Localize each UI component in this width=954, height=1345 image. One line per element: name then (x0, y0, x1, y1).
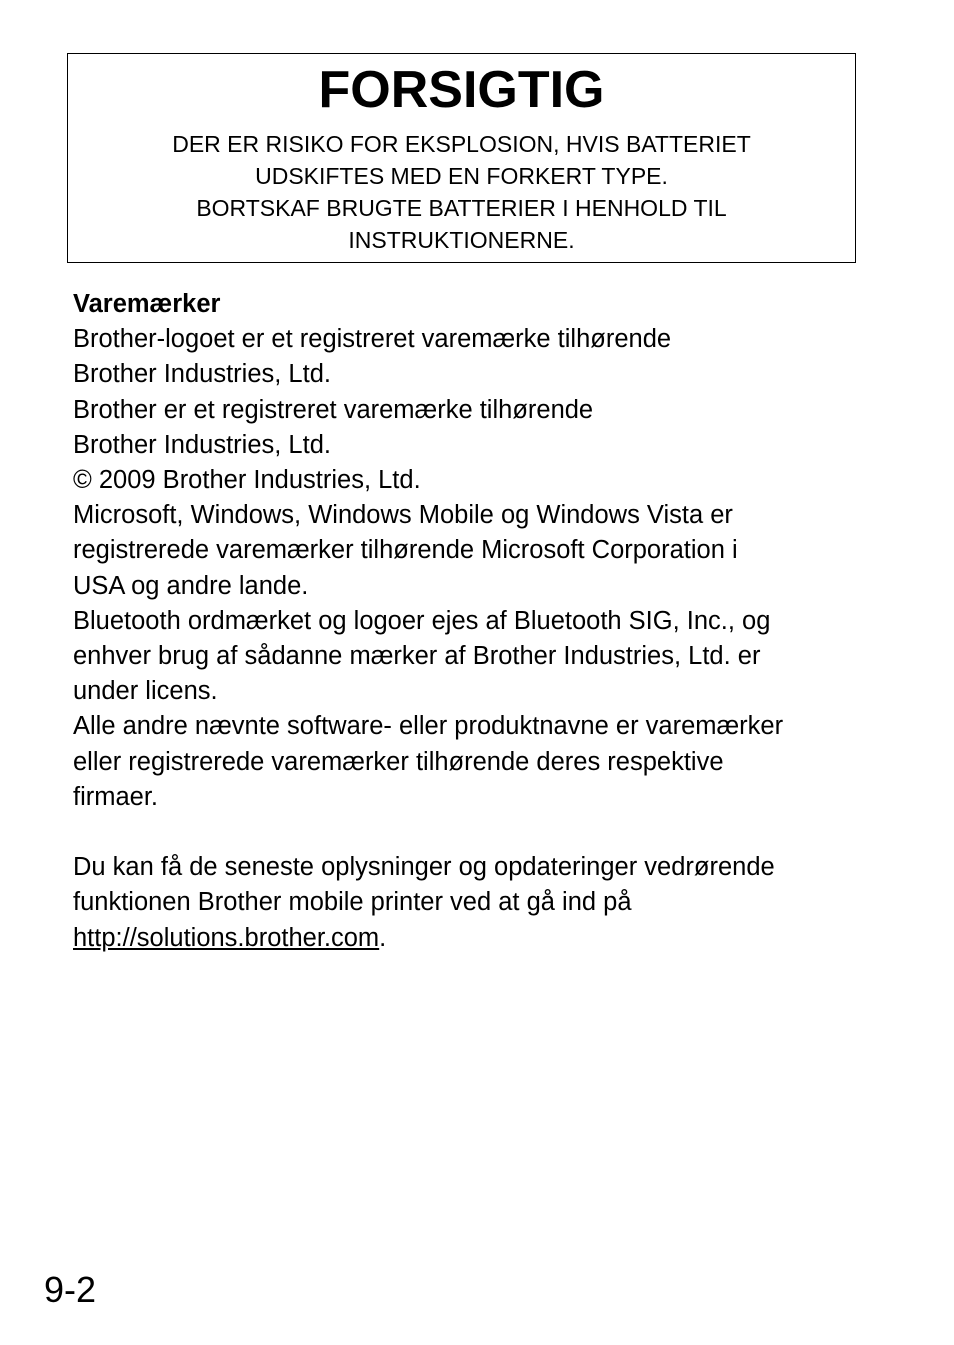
caution-title: FORSIGTIG (318, 61, 605, 119)
paragraph-spacer (73, 815, 893, 850)
trademark-line: firmaer. (73, 782, 159, 811)
page-number: 9-2 (44, 1269, 97, 1310)
trademark-line: Brother-logoet er et registreret varemærke tilhørende (73, 325, 672, 354)
info-link-line (73, 921, 893, 956)
info-line: Du kan få de seneste oplysninger og opdateringer vedrørende (73, 853, 775, 882)
trademark-line: Bluetooth ordmærket og logoer ejes af Bluetooth SIG, Inc., og (73, 606, 771, 635)
solutions-link[interactable]: http://solutions.brother.com (73, 923, 380, 952)
caution-line: BORTSKAF BRUGTE BATTERIER I HENHOLD TIL (196, 195, 727, 221)
trademark-line: Alle andre nævnte software- eller produktnavne er varemærker (73, 712, 784, 741)
trademark-line: Brother Industries, Ltd. (73, 360, 331, 389)
caution-line: DER ER RISIKO FOR EKSPLOSION, HVIS BATTERIET (172, 131, 751, 157)
caution-box (67, 53, 856, 263)
trademark-line: Brother Industries, Ltd. (73, 430, 331, 459)
caution-text (68, 128, 855, 256)
trademark-line: enhver brug af sådanne mærker af Brother Industries, Ltd. er (73, 642, 761, 671)
caution-line: UDSKIFTES MED EN FORKERT TYPE. (255, 163, 668, 189)
info-line: funktionen Brother mobile printer ved at gå ind på (73, 888, 632, 917)
trademark-line: Brother er et registreret varemærke tilhørende (73, 395, 594, 424)
trademark-line: registrerede varemærker tilhørende Microsoft Corporation i (73, 536, 738, 565)
trademark-line: eller registrerede varemærker tilhørende deres respektive (73, 747, 724, 776)
caution-line: INSTRUKTIONERNE. (348, 227, 575, 253)
trademark-line: © 2009 Brother Industries, Ltd. (73, 466, 421, 495)
link-suffix: . (379, 923, 387, 952)
trademark-line: under licens. (73, 677, 218, 706)
trademarks-heading: Varemærker (73, 290, 221, 318)
trademarks-section (73, 287, 893, 956)
trademark-line: Microsoft, Windows, Windows Mobile og Windows Vista er (73, 501, 733, 530)
trademark-line: USA og andre lande. (73, 571, 309, 600)
